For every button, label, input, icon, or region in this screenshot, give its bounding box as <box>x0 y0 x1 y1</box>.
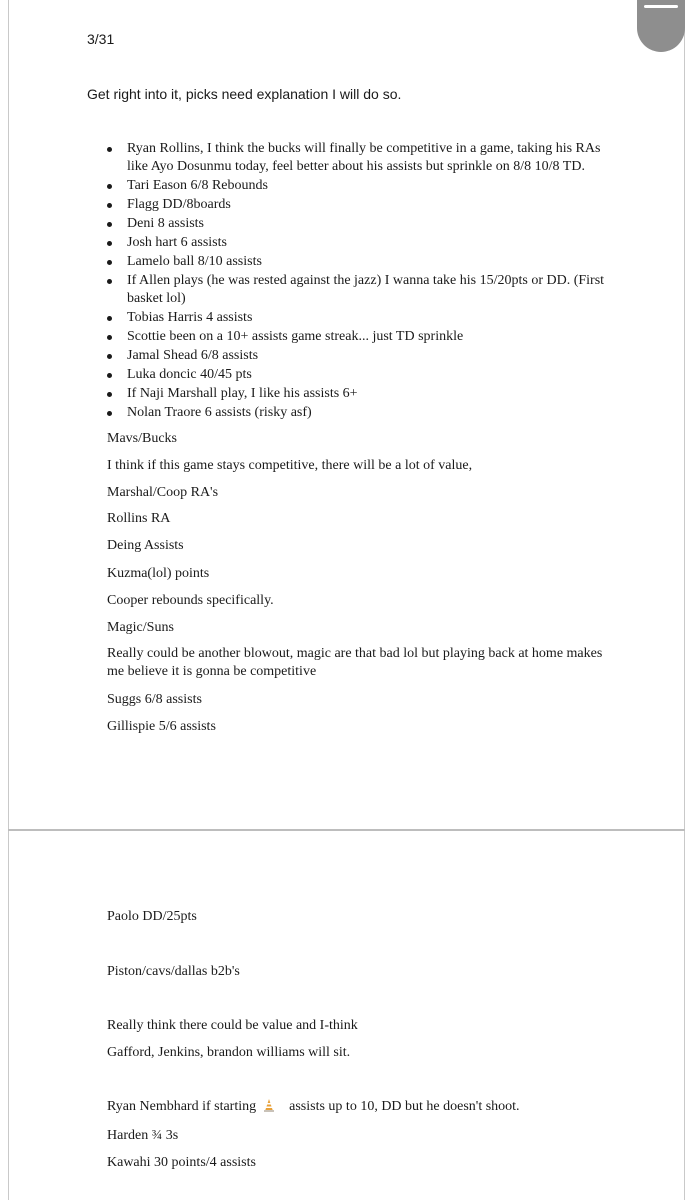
deing-line: Deing Assists <box>107 538 184 553</box>
magic-suns-note: Really could be another blowout, magic are that bad lol but playing back at home makes me believe it is gonna be competitive <box>107 646 603 679</box>
intro-text: Get right into it, picks need explanation I will do so. <box>87 86 402 102</box>
list-item: Tari Eason 6/8 Rebounds <box>107 177 617 195</box>
kawahi-line: Kawahi 30 points/4 assists <box>107 1155 256 1170</box>
mavs-bucks-title: Mavs/Bucks <box>107 431 177 446</box>
nembhard-start: Ryan Nembhard if starting <box>107 1099 257 1114</box>
nembhard-end: assists up to 10, DD but he doesn't shoot. <box>289 1099 520 1114</box>
list-item: Scottie been on a 10+ assists game streak... just TD sprinkle <box>107 328 617 346</box>
value-note: Really think there could be value and I-think <box>107 1018 358 1033</box>
page-right-edge <box>684 0 685 1200</box>
list-item: If Allen plays (he was rested against the jazz) I wanna take his 15/20pts or DD. (First basket lol) <box>107 272 617 308</box>
mavs-bucks-note: I think if this game stays competitive, there will be a lot of value, <box>107 458 473 473</box>
nembhard-line <box>107 1098 617 1116</box>
list-item: Nolan Traore 6 assists (risky asf) <box>107 404 617 422</box>
magic-suns-title: Magic/Suns <box>107 620 174 635</box>
paolo-line: Paolo DD/25pts <box>107 909 197 924</box>
list-item: Lamelo ball 8/10 assists <box>107 253 617 271</box>
list-item: Jamal Shead 6/8 assists <box>107 347 617 365</box>
rollins-line: Rollins RA <box>107 511 171 526</box>
list-item: Josh hart 6 assists <box>107 234 617 252</box>
list-item: Deni 8 assists <box>107 215 617 233</box>
list-item: Tobias Harris 4 assists <box>107 309 617 327</box>
marshal-coop-line: Marshal/Coop RA's <box>107 485 219 500</box>
list-item: If Naji Marshall play, I like his assists 6+ <box>107 385 617 403</box>
page-divider <box>8 829 685 831</box>
list-item: Ryan Rollins, I think the bucks will finally be competitive in a game, taking his RAs like Ayo Dosunmu today, feel better about his assists but sprinkle on 8/8 10/8 TD. <box>107 140 617 176</box>
list-item: Flagg DD/8boards <box>107 196 617 214</box>
picks-list <box>107 140 617 423</box>
list-item: Luka doncic 40/45 pts <box>107 366 617 384</box>
kuzma-line: Kuzma(lol) points <box>107 566 210 581</box>
cooper-line: Cooper rebounds specifically. <box>107 593 274 608</box>
gillispie-line: Gillispie 5/6 assists <box>107 719 216 734</box>
header-date: 3/31 <box>87 31 115 47</box>
b2b-line: Piston/cavs/dallas b2b's <box>107 964 240 979</box>
menu-icon <box>644 5 678 8</box>
page-left-edge <box>8 0 9 1200</box>
suggs-line: Suggs 6/8 assists <box>107 692 202 707</box>
sitters-line: Gafford, Jenkins, brandon williams will sit. <box>107 1045 351 1060</box>
caution-icon <box>262 1098 276 1112</box>
menu-button[interactable] <box>637 0 685 52</box>
harden-line: Harden ¾ 3s <box>107 1128 179 1143</box>
